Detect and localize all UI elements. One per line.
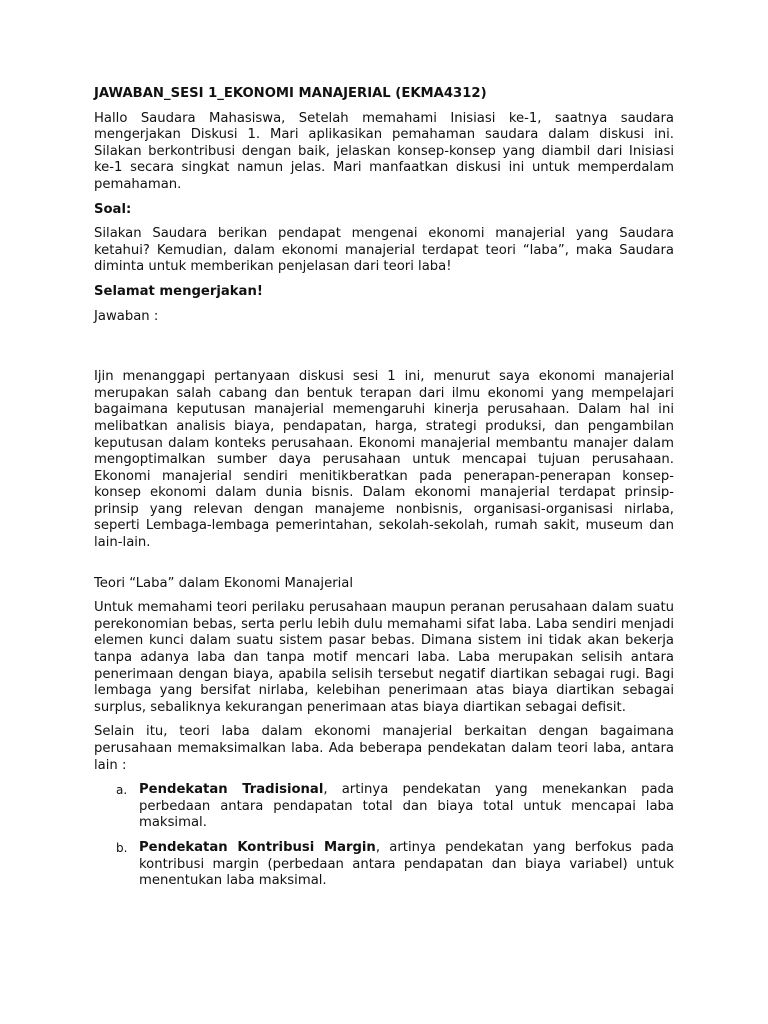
answer-label: Jawaban : xyxy=(94,308,159,324)
answer-paragraph: Ijin menanggapi pertanyaan diskusi sesi 1 ini, menurut saya ekonomi manajerial merupakan salah cabang dan bentuk terapan dari ilmu ekonomi yang mempelajari bagaimana keputusan manajerial memengaruhi kinerja perusahaan. Dalam hal ini melibatkan analisis biaya, pendapatan, harga, strategi produksi, dan pengambilan keputusan dalam konteks perusahaan. Ekonomi manajerial membantu manajer dalam mengoptimalkan sumber daya perusahaan untuk mencapai tujuan perusahaan. Ekonomi manajerial sendiri menitikberatkan pada penerapan-penerapan konsep-konsep ekonomi dalam dunia bisnis. Dalam ekonomi manajerial terdapat prinsip-prinsip yang relevan dengan manajeme nonbisnis, organisasi-organisasi nirlaba, seperti Lembaga-lembaga pemerintahan, sekolah-sekolah, rumah sakit, museum dan lain-lain. xyxy=(94,369,674,551)
document-title: JAWABAN_SESI 1_EKONOMI MANAJERIAL (EKMA4312) xyxy=(94,86,487,101)
blank-spacer xyxy=(94,560,674,576)
list-item xyxy=(94,782,674,832)
approach-term: Pendekatan Kontribusi Margin xyxy=(139,839,376,855)
list-marker: b. xyxy=(116,840,128,855)
approach-text: , artinya pendekatan yang menekankan pada perbedaan antara pendapatan total dan biaya total untuk mencapai laba maksimal. xyxy=(139,782,674,831)
list-marker: a. xyxy=(116,783,128,798)
theory-paragraph-1: Untuk memahami teori perilaku perusahaan maupun peranan perusahaan dalam suatu perekonomian bebas, serta perlu lebih dulu memahami sifat laba. Laba sendiri menjadi elemen kunci dalam suatu sistem pasar bebas. Dimana sistem ini tidak akan bekerja tanpa adanya laba dan tanpa motif mencari laba. Laba merupakan selisih antara penerimaan dengan biaya, apabila selisih tersebut negatif diartikan sebagai rugi. Bagi lembaga yang bersifat nirlaba, kelebihan penerimaan atas biaya diartikan sebagai surplus, sebaliknya kekurangan penerimaan atas biaya diartikan sebagai defisit. xyxy=(94,600,674,715)
approach-list xyxy=(94,782,674,890)
soal-label: Soal: xyxy=(94,201,132,217)
theory-heading: Teori “Laba” dalam Ekonomi Manajerial xyxy=(94,575,354,591)
blank-spacer xyxy=(94,333,674,369)
list-item xyxy=(94,840,674,890)
approach-term: Pendekatan Tradisional xyxy=(139,782,324,798)
soal-paragraph: Silakan Saudara berikan pendapat mengenai ekonomi manajerial yang Saudara ketahui? Kemudian, dalam ekonomi manajerial terdapat teori “laba”, maka Saudara diminta untuk memberikan penjelasan dari teori laba! xyxy=(94,226,674,275)
document-page xyxy=(94,86,674,898)
approach-text: , artinya pendekatan yang berfokus pada kontribusi margin (perbedaan antara pendapatan dan biaya variabel) untuk menentukan laba maksimal. xyxy=(139,839,674,889)
theory-paragraph-2: Selain itu, teori laba dalam ekonomi manajerial berkaitan dengan bagaimana perusahaan memaksimalkan laba. Ada beberapa pendekatan dalam teori laba, antara lain : xyxy=(94,724,674,773)
intro-paragraph: Hallo Saudara Mahasiswa, Setelah memahami Inisiasi ke-1, saatnya saudara mengerjakan Diskusi 1. Mari aplikasikan pemahaman saudara dalam diskusi ini. Silakan berkontribusi dengan baik, jelaskan konsep-konsep yang diambil dari Inisiasi ke-1 secara singkat namun jelas. Mari manfaatkan diskusi ini untuk memperdalam pemahaman. xyxy=(94,110,674,192)
greeting-heading: Selamat mengerjakan! xyxy=(94,283,263,299)
